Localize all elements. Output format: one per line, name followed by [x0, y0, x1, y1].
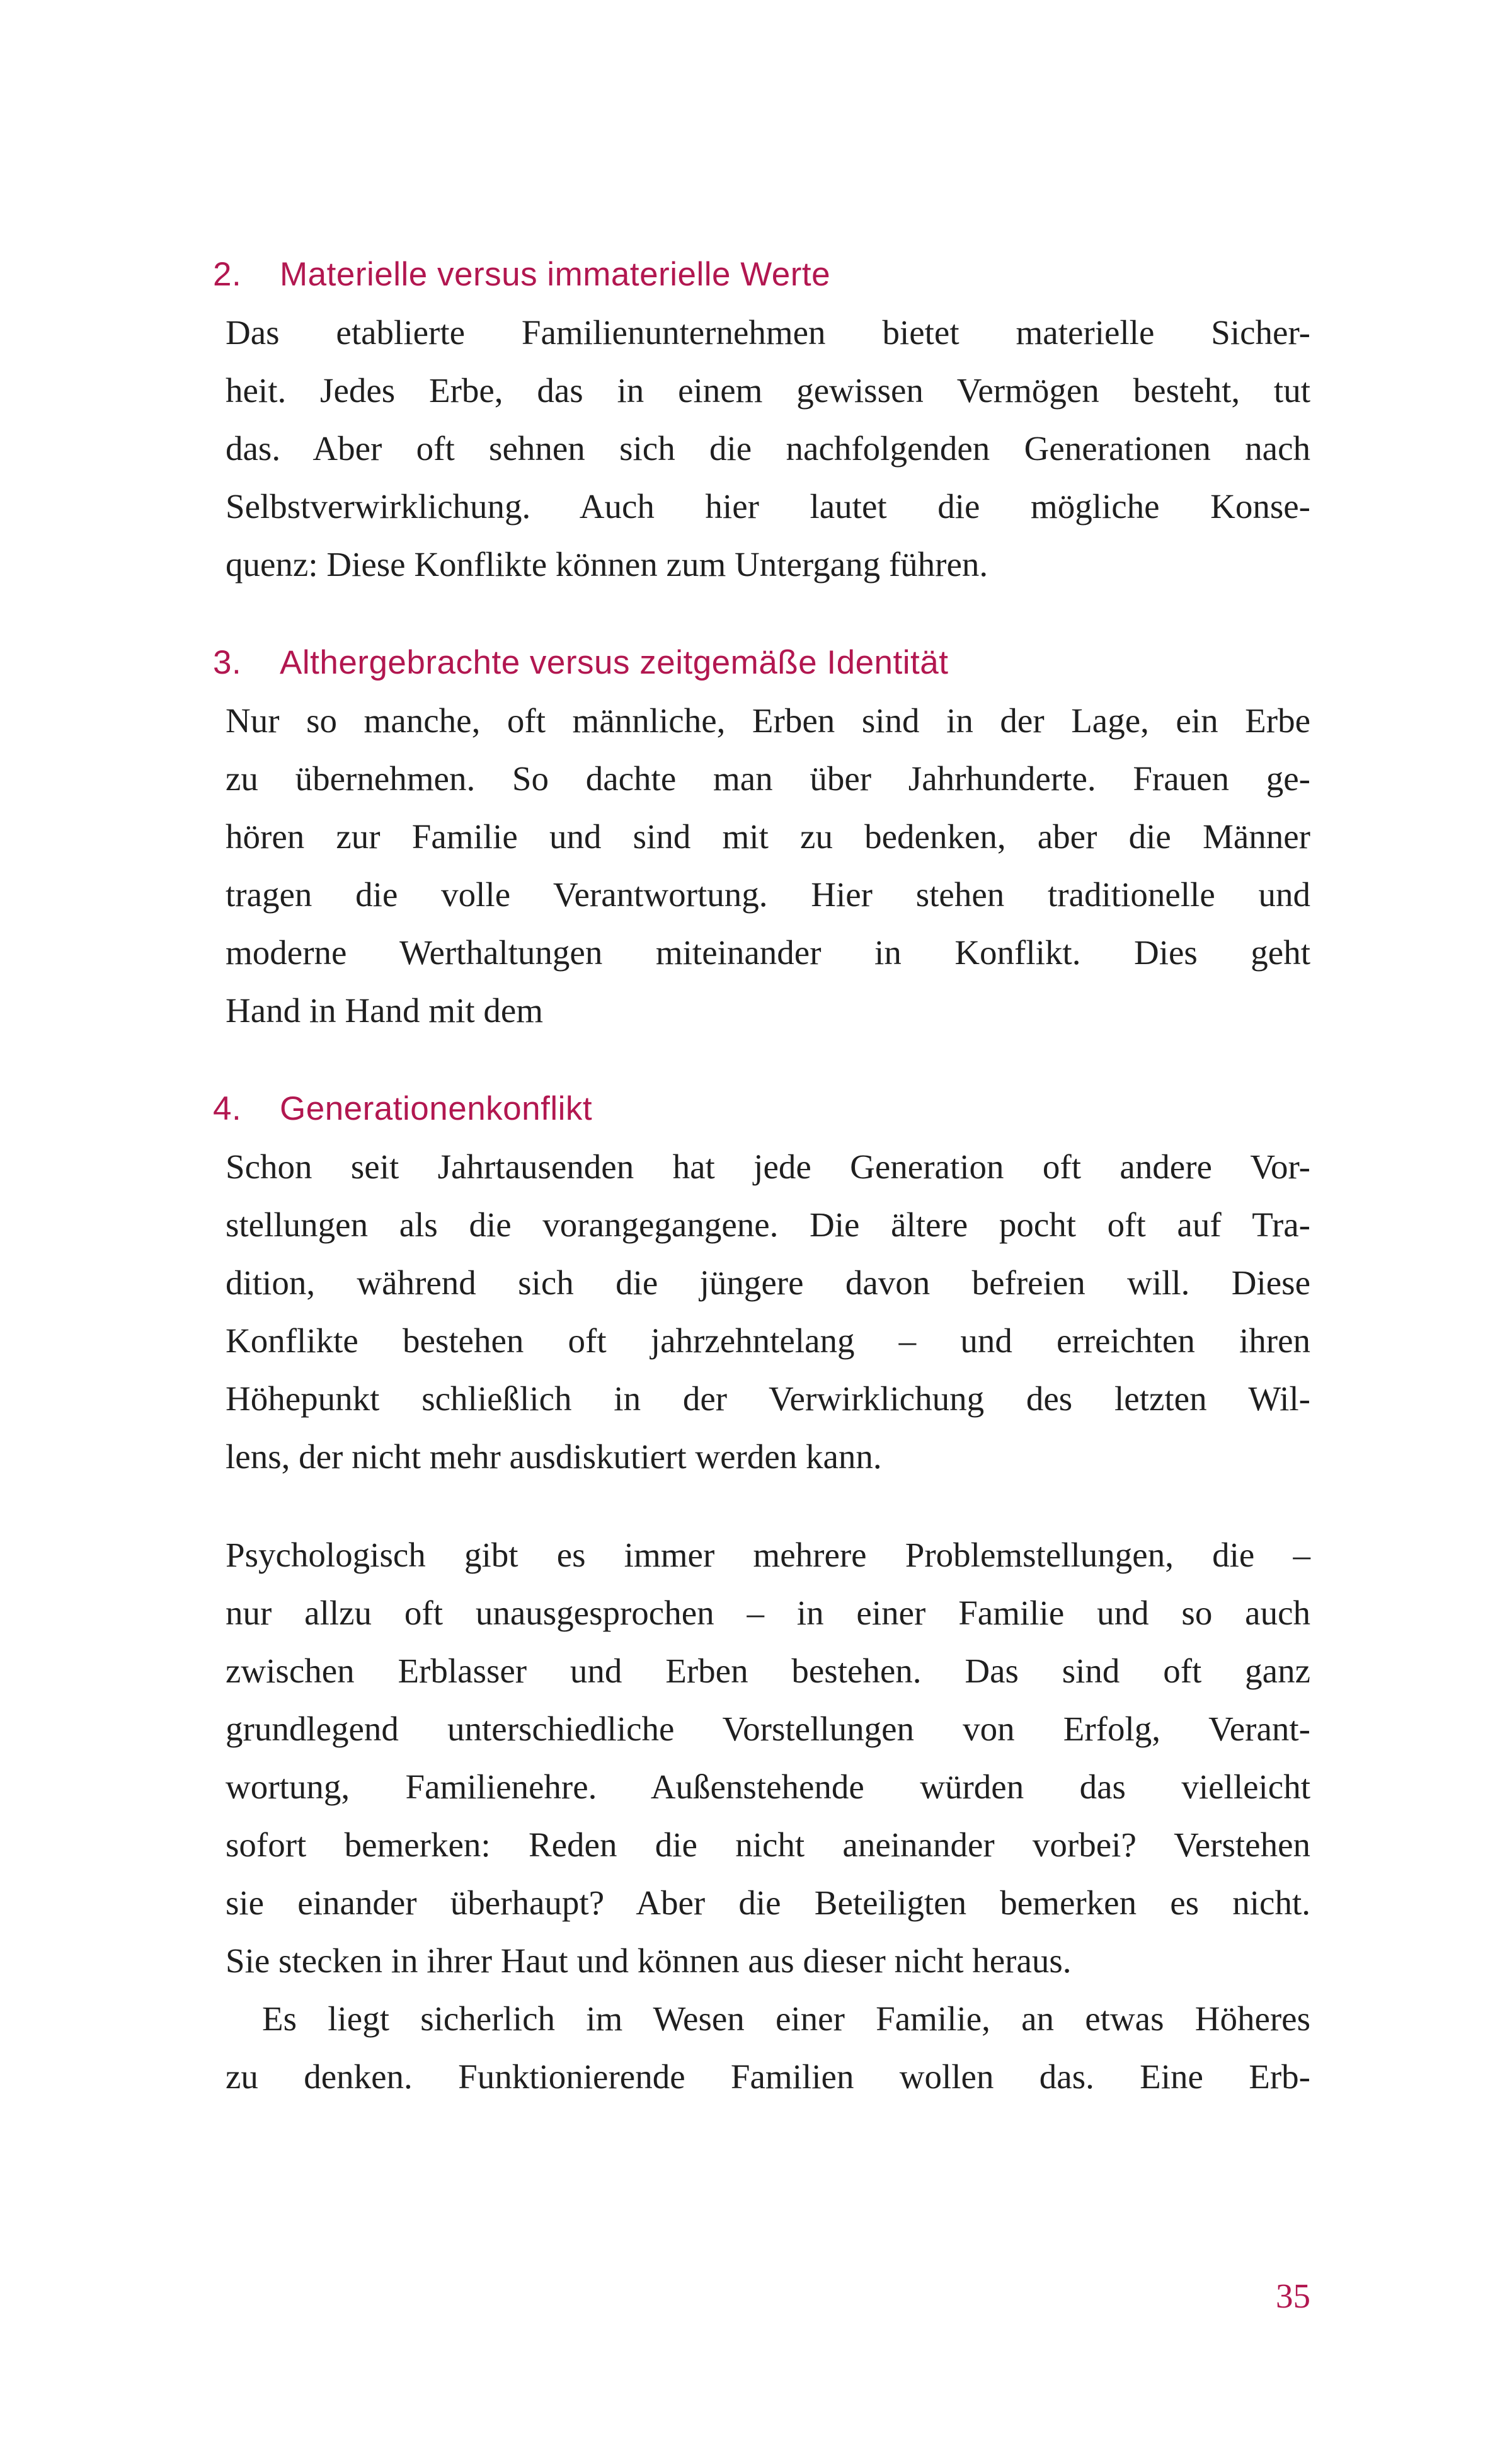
- text-line: Psychologisch gibt es immer mehrere Problemstellungen, die –: [226, 1536, 1310, 1574]
- paragraph: [226, 1990, 1310, 2106]
- text-line: Konflikte bestehen oft jahrzehntelang – und erreichten ihren: [226, 1321, 1310, 1360]
- section-number: 2.: [213, 256, 242, 293]
- section-heading: [213, 246, 1310, 304]
- section-number: 3.: [213, 644, 242, 681]
- text-line: stellungen als die vorangegangene. Die ältere pocht oft auf Tra-: [226, 1205, 1310, 1244]
- text-line: heit. Jedes Erbe, das in einem gewissen Vermögen besteht, tut: [226, 371, 1310, 410]
- text-line: Sie stecken in ihrer Haut und können aus dieser nicht heraus.: [226, 1941, 1072, 1980]
- page-number: 35: [1276, 2277, 1310, 2315]
- section-title: Generationenkonflikt: [280, 1090, 593, 1127]
- paragraph: [226, 1138, 1310, 1486]
- section-title: Althergebrachte versus zeitgemäße Identität: [280, 644, 949, 681]
- text-line: Hand in Hand mit dem: [226, 991, 544, 1030]
- text-line: moderne Werthaltungen miteinander in Konflikt. Dies geht: [226, 933, 1310, 972]
- paragraph: [226, 1526, 1310, 1990]
- text-line: tragen die volle Verantwortung. Hier stehen traditionelle und: [226, 875, 1310, 914]
- text-line: zu übernehmen. So dachte man über Jahrhunderte. Frauen ge-: [226, 759, 1310, 798]
- paragraph: [226, 692, 1310, 1040]
- section-title: Materielle versus immaterielle Werte: [280, 256, 831, 293]
- text-line: Schon seit Jahrtausenden hat jede Generation oft andere Vor-: [226, 1147, 1310, 1186]
- text-line: wortung, Familienehre. Außenstehende würden das vielleicht: [226, 1768, 1310, 1806]
- text-line: zwischen Erblasser und Erben bestehen. Das sind oft ganz: [226, 1652, 1310, 1690]
- text-line: das. Aber oft sehnen sich die nachfolgenden Generationen nach: [226, 429, 1310, 468]
- text-line: sofort bemerken: Reden die nicht aneinander vorbei? Verstehen: [226, 1825, 1310, 1864]
- text-line: zu denken. Funktionierende Familien wollen das. Eine Erb-: [226, 2057, 1310, 2096]
- text-line: Selbstverwirklichung. Auch hier lautet die mögliche Konse-: [226, 487, 1310, 526]
- text-line: lens, der nicht mehr ausdiskutiert werden kann.: [226, 1437, 882, 1476]
- paragraph: [226, 304, 1310, 594]
- text-line: sie einander überhaupt? Aber die Beteiligten bemerken es nicht.: [226, 1883, 1310, 1922]
- text-line: Höhepunkt schließlich in der Verwirklichung des letzten Wil-: [226, 1379, 1310, 1418]
- text-line: grundlegend unterschiedliche Vorstellungen von Erfolg, Verant-: [226, 1710, 1310, 1748]
- section-number: 4.: [213, 1090, 242, 1127]
- text-line: dition, während sich die jüngere davon befreien will. Diese: [226, 1263, 1310, 1302]
- section-heading: [213, 634, 1310, 692]
- text-line: nur allzu oft unausgesprochen – in einer Familie und so auch: [226, 1594, 1310, 1632]
- text-line: Es liegt sicherlich im Wesen einer Familie, an etwas Höheres: [262, 1999, 1310, 2038]
- text-line: hören zur Familie und sind mit zu bedenken, aber die Männer: [226, 817, 1310, 856]
- text-line: Nur so manche, oft männliche, Erben sind in der Lage, ein Erbe: [226, 701, 1310, 740]
- text-line: Das etablierte Familienunternehmen bietet materielle Sicher-: [226, 313, 1310, 352]
- text-line: quenz: Diese Konflikte können zum Untergang führen.: [226, 545, 988, 583]
- section-heading: [213, 1080, 1310, 1138]
- page-content: [213, 246, 1310, 2106]
